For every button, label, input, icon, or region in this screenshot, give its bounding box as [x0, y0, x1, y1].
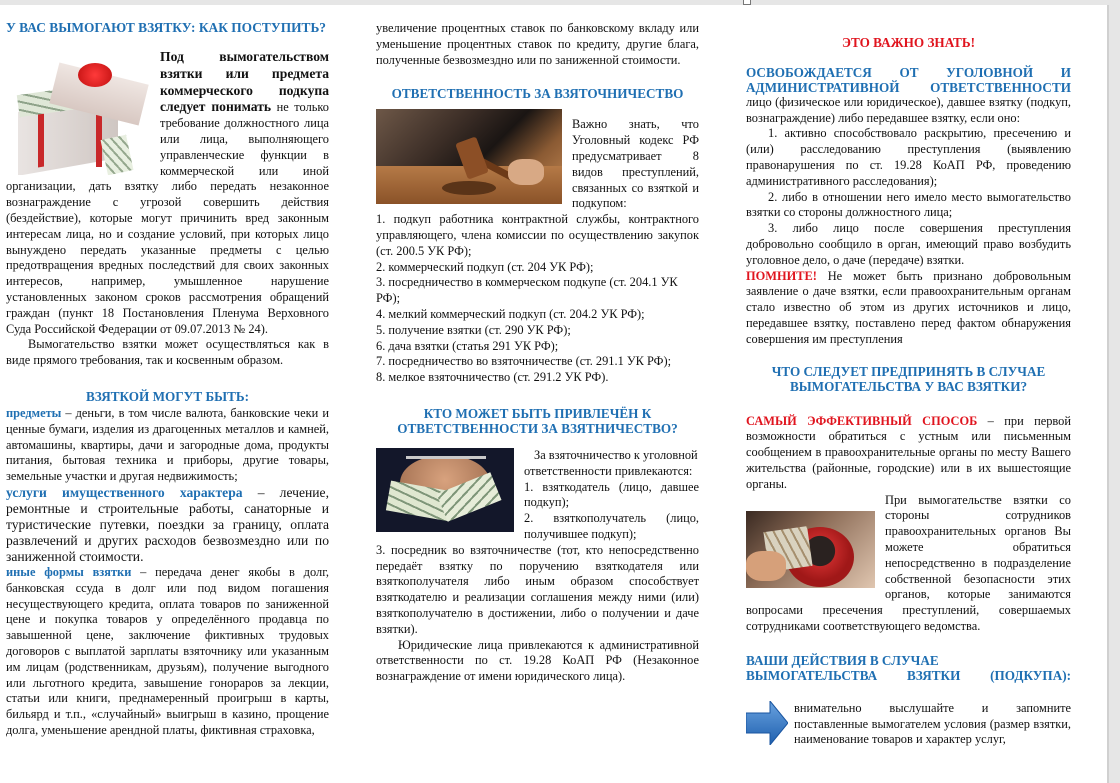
handcuffs-money-image [376, 448, 514, 532]
extortion-forms-text: Вымогательство взятки может осуществляться как в виде прямого требования, так и косвенным образом. [6, 337, 329, 368]
actions-heading: ВАШИ ДЕЙСТВИЯ В СЛУЧАЕ ВЫМОГАТЕЛЬСТВА ВЗЯТКИ (ПОДКУПА): [746, 652, 1071, 683]
gift-box-money-image [8, 51, 152, 175]
effective-label: САМЫЙ ЭФФЕКТИВНЫЙ СПОСОБ [746, 413, 978, 428]
arrow-right-icon [746, 701, 788, 745]
continuation-text: увеличение процентных ставок по банковскому вкладу или уменьшение процентных ставок по кредиту, другие блага, полученные безвозмездно или по заниженной стоимости. [376, 21, 699, 67]
title-heading: У ВАС ВЫМОГАЮТ ВЗЯТКУ: КАК ПОСТУПИТЬ? [6, 20, 326, 35]
crime-item: 2. коммерческий подкуп (ст. 204 УК РФ); [376, 259, 594, 274]
bribe-term: иные формы взятки [6, 564, 132, 579]
judge-gavel-image [376, 109, 562, 204]
exempt-text: лицо (физическое или юридическое), давшее взятку (подкуп, вознаграждение) либо передавшее взятку, если оно: [746, 94, 1071, 125]
liability-intro: Важно знать, что Уголовный кодекс РФ предусматривает 8 видов преступлений, связанных со взяткой и подкупом: [572, 117, 699, 211]
bribe-item-other [6, 565, 329, 739]
crime-item: 6. дача взятки (статья 291 УК РФ); [376, 338, 559, 353]
remember-paragraph [746, 269, 1071, 348]
bribe-text: – деньги, в том числе валюта, банковские чеки и ценные бумаги, изделия из драгоценных металлов и камней, автомашины, квартиры, дачи и загородные дома, продукты питания, бытовая техника и приборы, другие товары, земельные участки и другая недвижимость; [6, 405, 329, 484]
legal-entities-text: Юридические лица привлекаются к административной ответственности по ст. 19.28 КоАП РФ (Незаконное вознаграждение от имени юридического лица). [376, 637, 699, 684]
crime-item: 3. посредничество в коммерческом подкупе (ст. 204.1 УК РФ); [376, 275, 678, 306]
column-1 [6, 5, 329, 739]
exempt-heading: ОСВОБОЖДАЕТСЯ ОТ УГОЛОВНОЙ И АДМИНИСТРАТИВНОЙ ОТВЕТСТВЕННОСТИ [746, 64, 1071, 95]
bribe-text: – передача денег якобы в долг, банковская ссуда в долг или под видом погашения несуществующего кредита, оплата товаров по заниженной цене и покупка товаров у определённого продавца по завышенной цене, заключение фиктивных трудовых договоров с выплатой зарплаты взяточнику или указанным им лицам (родственникам, друзьям), получение выгодного или льготного кредита, завышение гонораров за лекции, статьи или книги, преднамеренный проигрыш в карты, бильярд и т.п., «случайный» выигрыш в казино, прощение долга, уменьшение арендной платы, фиктивная страховка, [6, 564, 329, 737]
action-text: внимательно выслушайте и запомните поставленные вымогателем условия (размер взятки, наименование товаров и характер услуг, [794, 700, 1071, 747]
crime-item: 8. мелкое взяточничество (ст. 291.2 УК РФ). [376, 370, 609, 385]
page-edge [1107, 5, 1109, 783]
crime-item: 4. мелкий коммерческий подкуп (ст. 204.2 УК РФ); [376, 306, 645, 321]
crime-item: 5. получение взятки (ст. 290 УК РФ); [376, 322, 571, 337]
who-intro: За взяточничество к уголовной ответственности привлекаются: [524, 447, 698, 478]
effective-text: – при первой возможности обратиться с устным или письменным сообщением в правоохранительные органы по месту Вашего жительства (районные, городские) или в их вышестоящие органы. [746, 413, 1071, 491]
bribe-term: предметы [6, 405, 62, 420]
remember-text: Не может быть признано добровольным заявление о даче взятки, если правоохранительным органам стало известно об этом из других источников и лицо, передавшее взятку, поставлено перед фактом обнаружения совершения им преступления [746, 268, 1071, 346]
who-item: 2. взяткополучатель (лицо, получившее подкуп); [524, 511, 699, 541]
column-2 [376, 5, 699, 685]
exempt-item: 3. либо лицо после совершения преступления добровольно сообщило в орган, имеющий право возбудить уголовное дело, о даче (передаче) взятки. [746, 221, 1071, 267]
action-item [746, 701, 1071, 748]
who-heading: КТО МОЖЕТ БЫТЬ ПРИВЛЕЧЁН К ОТВЕТСТВЕННОСТИ ЗА ВЗЯТНИЧЕСТВО? [397, 405, 678, 436]
exempt-item: 2. либо в отношении него имело место вымогательство взятки со стороны должностного лица; [746, 189, 1071, 220]
document-page [0, 5, 1107, 783]
effective-paragraph [746, 414, 1071, 493]
who-item: 3. посредник во взяточничестве (тот, кто непосредственно передаёт взятку по поручению взяткодателя или взяткополучателя либо иным образом способствует взяткодателю и реализации соглашения между ними (или) взяткополучателю в достижении, либо о получении и даче взятки). [376, 542, 699, 636]
what-to-do-heading: ЧТО СЛЕДУЕТ ПРЕДПРИНЯТЬ В СЛУЧАЕ ВЫМОГАТЕЛЬСТВА У ВАС ВЗЯТКИ? [771, 363, 1046, 394]
crime-item: 1. подкуп работника контрактной службы, контрактного управляющего, члена комиссии по осуществлению закупок (ст. 200.5 УК РФ); [376, 212, 699, 258]
liability-heading: ОТВЕТСТВЕННОСТЬ ЗА ВЗЯТОЧНИЧЕСТВО [391, 86, 684, 102]
police-hat-money-image [746, 511, 875, 588]
bribe-heading: ВЗЯТКОЙ МОГУТ БЫТЬ: [85, 388, 250, 404]
important-heading: ЭТО ВАЖНО ЗНАТЬ! [842, 35, 975, 50]
bribe-item-objects [6, 406, 329, 485]
column-3 [746, 5, 1071, 748]
intro-bold-text: Под вымогательством взятки или предмета коммерческого подкупа следует понимать [160, 49, 329, 115]
intro-rest-text: не только требование должностного лица или лица, выполняющего управленческие функции в коммерческой или иной организации, дать взятку либо передать незаконное вознаграждение с угрозой совершить действия (бездействие), которые могут причинить вред законным интересам лица, но и создание условий, при которых лицо вынуждено передать указанные предметы с целью предотвращения вредных последствий для своих законных интересов, например, умышленное нарушение установленных законом сроков рассмотрения обращений граждан (пункт 18 Постановления Пленума Верховного Суда Российской Федерации от 09.07.2013 № 24). [6, 100, 329, 336]
bribe-text: – лечение, ремонтные и строительные работы, санаторные и туристические путевки, поездки за границу, оплата развлечений и других расходов безвозмездно или по заниженной стоимости. [6, 484, 329, 564]
remember-label: ПОМНИТЕ! [746, 268, 817, 283]
who-item: 1. взяткодатель (лицо, давшее подкуп); [524, 479, 699, 510]
exempt-item: 1. активно способствовало раскрытию, пресечению и (или) расследованию преступления (выявлению правонарушения по ст. 19.28 КоАП РФ, проведению административного расследования); [746, 126, 1071, 188]
police-text: При вымогательстве взятки со стороны сотрудников правоохранительных органов Вы можете обратиться непосредственно в подразделение собственной безопасности этих органов, которые занимаются вопросами пресечения преступлений, совершаемых сотрудниками соответствующего ведомства. [746, 492, 1071, 633]
crime-item: 7. посредничество во взяточничестве (ст. 291.1 УК РФ); [376, 354, 672, 369]
bribe-item-services [6, 485, 329, 565]
bribe-term: услуги имущественного характера [6, 484, 243, 500]
